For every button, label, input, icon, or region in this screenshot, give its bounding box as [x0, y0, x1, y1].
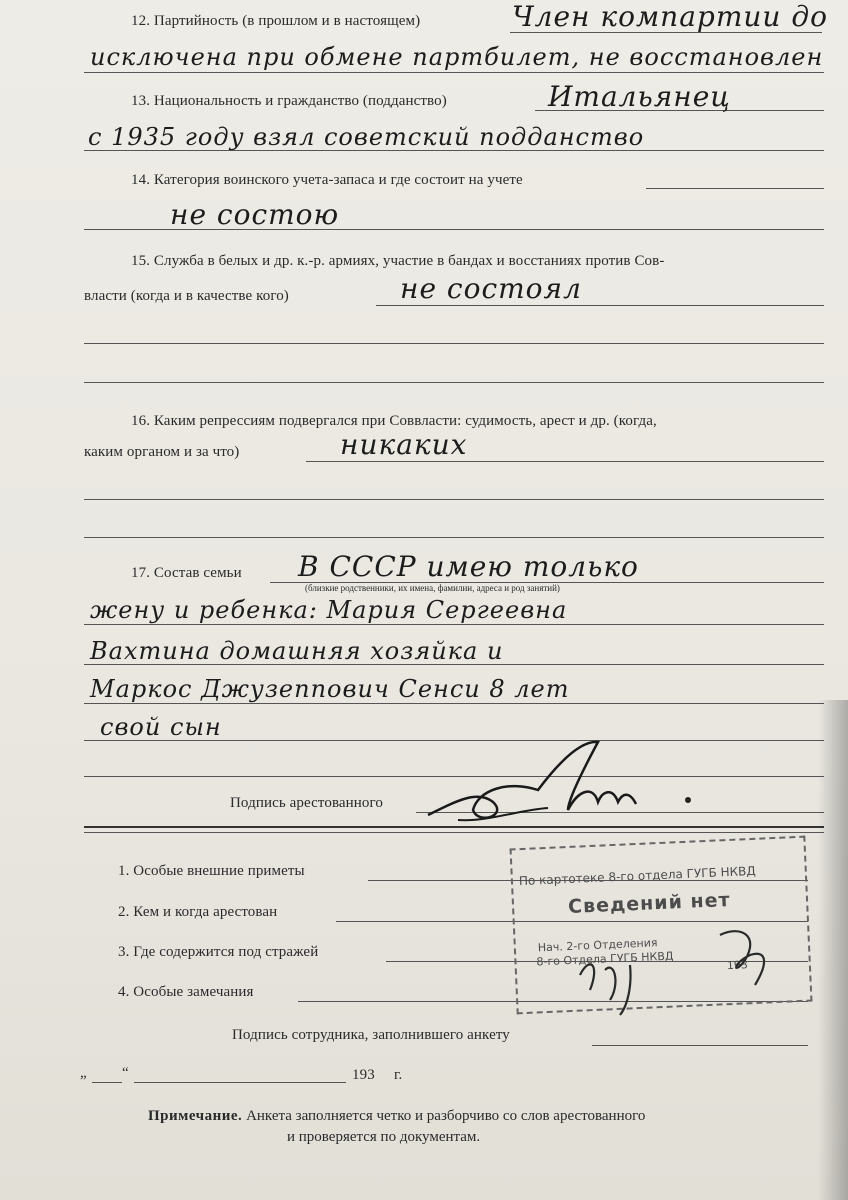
date-suffix: г.: [394, 1067, 403, 1083]
note-title: Примечание.: [148, 1108, 243, 1124]
q16-label-line2: каким органом и за что): [84, 444, 240, 460]
q16-label-line1: 16. Каким репрессиям подвергался при Соввласти: судимость, арест и др. (когда,: [131, 413, 657, 429]
date-quote-open: „: [80, 1065, 87, 1081]
official-q2: 2. Кем и когда арестован: [118, 904, 278, 920]
q15-label-line2: власти (когда и в качестве кого): [84, 288, 289, 304]
a16: никаких: [340, 428, 468, 461]
a12-line1: Член компартии до: [512, 0, 828, 33]
stamp-line5: 193: [726, 958, 749, 973]
official-q1: 1. Особые внешние приметы: [118, 863, 305, 879]
page-edge-shadow: [818, 700, 848, 1200]
q13-label: 13. Национальность и гражданство (подданство): [131, 93, 447, 109]
a17-line3: Вахтина домашняя хозяйка и: [90, 637, 504, 665]
a13-line2: с 1935 году взял советский подданство: [88, 123, 645, 151]
a17-line2: жену и ребенка: Мария Сергеевна: [90, 596, 568, 624]
stamp-line4: 8-го Отдела ГУГБ НКВД: [536, 949, 674, 969]
q15-label-line1: 15. Служба в белых и др. к.-р. армиях, участие в бандах и восстаниях против Сов-: [131, 253, 665, 269]
q17-hint: (близкие родственники, их имена, фамилии, адреса и род занятий): [305, 583, 560, 593]
q17-label: 17. Состав семьи: [131, 565, 242, 581]
a13-line1: Итальянец: [548, 80, 731, 113]
a12-line2: исключена при обмене партбилет, не восстановлен: [90, 43, 824, 71]
staff-signature-label: Подпись сотрудника, заполнившего анкету: [232, 1027, 510, 1043]
date-year: 193: [352, 1067, 375, 1083]
stamp-line3: Нач. 2-го Отделения: [537, 936, 658, 955]
a15: не состоял: [400, 272, 582, 305]
arrested-signature-icon: [418, 730, 718, 840]
a17-line4: Маркос Джузеппович Сенси 8 лет: [90, 675, 570, 703]
stamp-signature-icon: [560, 915, 790, 1025]
q14-label: 14. Категория воинского учета-запаса и где состоит на учете: [131, 172, 523, 188]
note-line1: [148, 1106, 645, 1126]
note-text2: и проверяется по документам.: [287, 1129, 481, 1145]
signature-arrested-label: Подпись арестованного: [230, 795, 384, 811]
official-q3: 3. Где содержится под стражей: [118, 944, 319, 960]
a17-line1: В СССР имею только: [298, 550, 639, 583]
q12-label: 12. Партийность (в прошлом и в настоящем): [131, 13, 421, 29]
a14: не состою: [170, 198, 340, 231]
a17-line5: свой сын: [100, 713, 222, 741]
date-quote-close: “: [122, 1065, 129, 1081]
note-text1: Анкета заполняется четко и разборчиво со слов арестованного: [246, 1108, 646, 1124]
stamp-line1: По картотеке 8-го отдела ГУГБ НКВД: [518, 863, 757, 889]
official-q4: 4. Особые замечания: [118, 984, 254, 1000]
stamp-line2: Сведений нет: [567, 888, 731, 919]
